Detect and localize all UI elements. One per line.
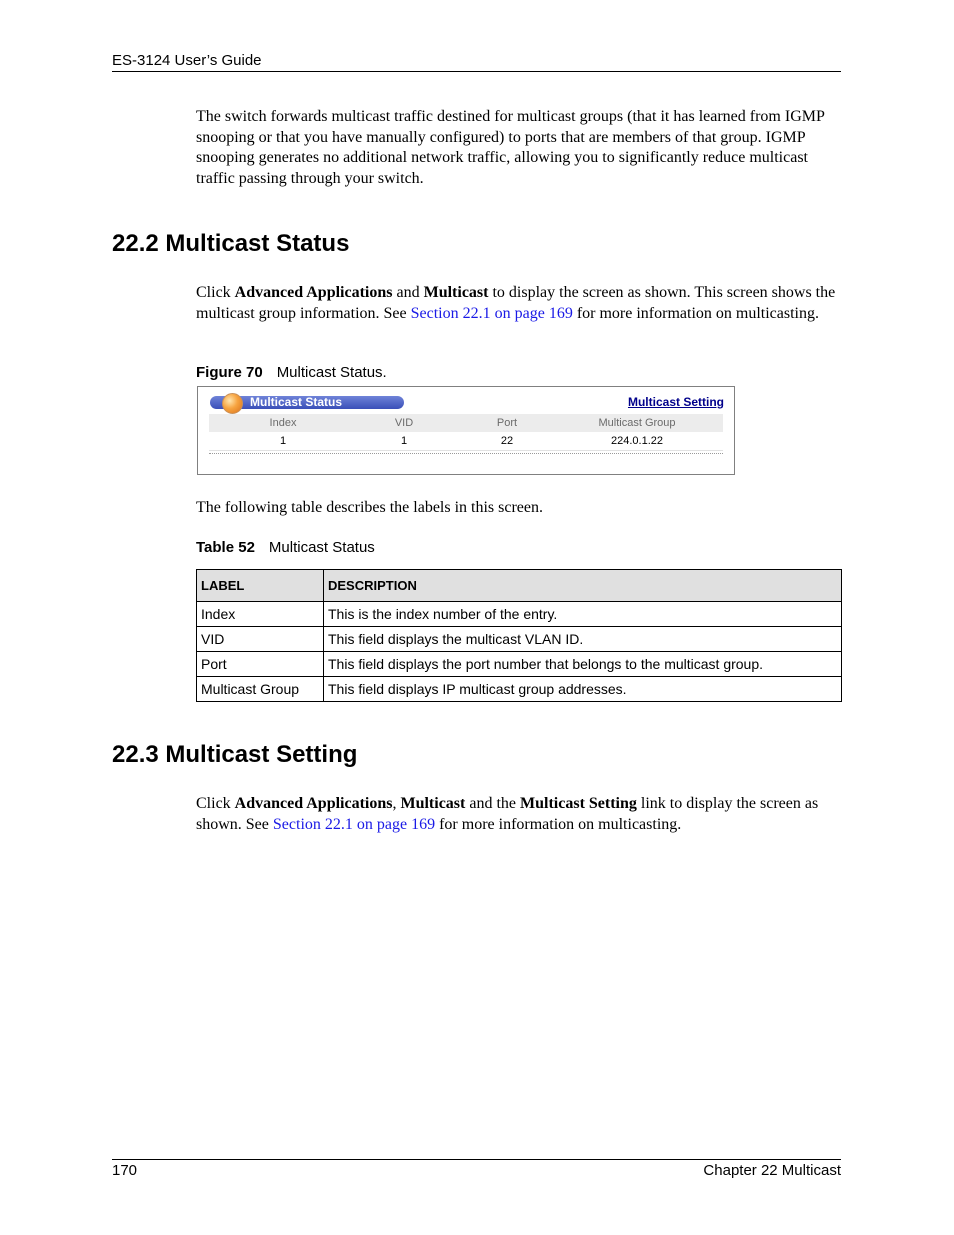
- text-rest: to display the screen as shown. This screen shows the multicast group information. See: [196, 284, 836, 322]
- intro-paragraph: The switch forwards multicast traffic destined for multicast groups (that it has learned from IGMP snooping or that you have manually configured) to ports that are members of that group. IGMP snooping generates no additional network traffic, allowing you to significantly reduce multicast traffic passing through your switch.: [196, 108, 825, 187]
- header-label: LABEL: [197, 570, 324, 602]
- row-index: 1: [279, 435, 287, 447]
- figure-title: Multicast Status.: [276, 364, 387, 381]
- text-comma: ,: [392, 795, 397, 812]
- column-header-port: Port: [496, 417, 518, 429]
- section-22-2-heading: 22.2 Multicast Status: [112, 230, 350, 257]
- column-header-index: Index: [269, 417, 297, 429]
- text-click: Click: [196, 795, 231, 812]
- cell-label: Multicast Group: [197, 677, 324, 702]
- text-multicast: Multicast: [423, 284, 489, 301]
- table-header-row: [197, 570, 842, 602]
- table-caption: [196, 539, 375, 556]
- table-row: [197, 652, 842, 677]
- cell-description: This field displays IP multicast group addresses.: [324, 677, 842, 702]
- text-click: Click: [196, 284, 231, 301]
- table-row: [197, 677, 842, 702]
- cell-label: VID: [197, 627, 324, 652]
- figure-label: Figure 70: [196, 364, 263, 381]
- text-tail: for more information on multicasting.: [576, 304, 819, 322]
- page-number: 170: [112, 1162, 138, 1179]
- section-22-1-link[interactable]: Section 22.1 on page 169: [410, 304, 573, 322]
- multicast-setting-link[interactable]: Multicast Setting: [627, 395, 724, 409]
- cell-label: Port: [197, 652, 324, 677]
- table-row: [197, 627, 842, 652]
- section-22-3-paragraph: [196, 794, 842, 835]
- panel-title: Multicast Status: [250, 395, 343, 409]
- section-22-3-heading: 22.3 Multicast Setting: [112, 741, 358, 768]
- running-header: ES-3124 User’s Guide: [112, 52, 262, 69]
- status-table-row: [209, 432, 723, 451]
- text-multicast-setting: Multicast Setting: [520, 795, 637, 812]
- dotted-divider: [209, 453, 723, 454]
- column-header-vid: VID: [394, 417, 414, 429]
- row-vid: 1: [400, 435, 408, 447]
- text-tail: for more information on multicasting.: [439, 815, 682, 833]
- header-description: DESCRIPTION: [324, 570, 842, 602]
- table-label: Table 52: [196, 539, 255, 556]
- table-title: Multicast Status: [268, 539, 375, 556]
- column-header-multicast-group: Multicast Group: [598, 417, 676, 429]
- text-multicast: Multicast: [400, 795, 466, 812]
- header-rule: [112, 71, 841, 72]
- row-multicast-group: 224.0.1.22: [611, 435, 663, 447]
- cell-description: This field displays the multicast VLAN ID.: [324, 627, 842, 652]
- text-and: and: [396, 284, 420, 301]
- section-22-1-link[interactable]: Section 22.1 on page 169: [272, 815, 436, 833]
- cell-label: Index: [197, 602, 324, 627]
- status-table-header: [209, 414, 723, 432]
- table-intro: The following table describes the labels in this screen.: [196, 499, 544, 516]
- footer-rule: [112, 1159, 841, 1160]
- section-22-2-paragraph: [196, 283, 842, 324]
- text-advanced-applications: Advanced Applications: [234, 284, 393, 301]
- figure-caption: [196, 364, 387, 381]
- labels-table: [196, 569, 842, 702]
- table-row: [197, 602, 842, 627]
- multicast-status-screenshot: [197, 386, 735, 475]
- cell-description: This field displays the port number that belongs to the multicast group.: [324, 652, 842, 677]
- text-advanced-applications: Advanced Applications: [234, 795, 393, 812]
- chapter-title: Chapter 22 Multicast: [703, 1162, 841, 1179]
- row-port: 22: [500, 435, 514, 447]
- orb-icon: [222, 393, 243, 414]
- cell-description: This is the index number of the entry.: [324, 602, 842, 627]
- text-rest: link to display the screen as shown. See: [196, 795, 819, 833]
- text-and-the: and the: [469, 795, 517, 812]
